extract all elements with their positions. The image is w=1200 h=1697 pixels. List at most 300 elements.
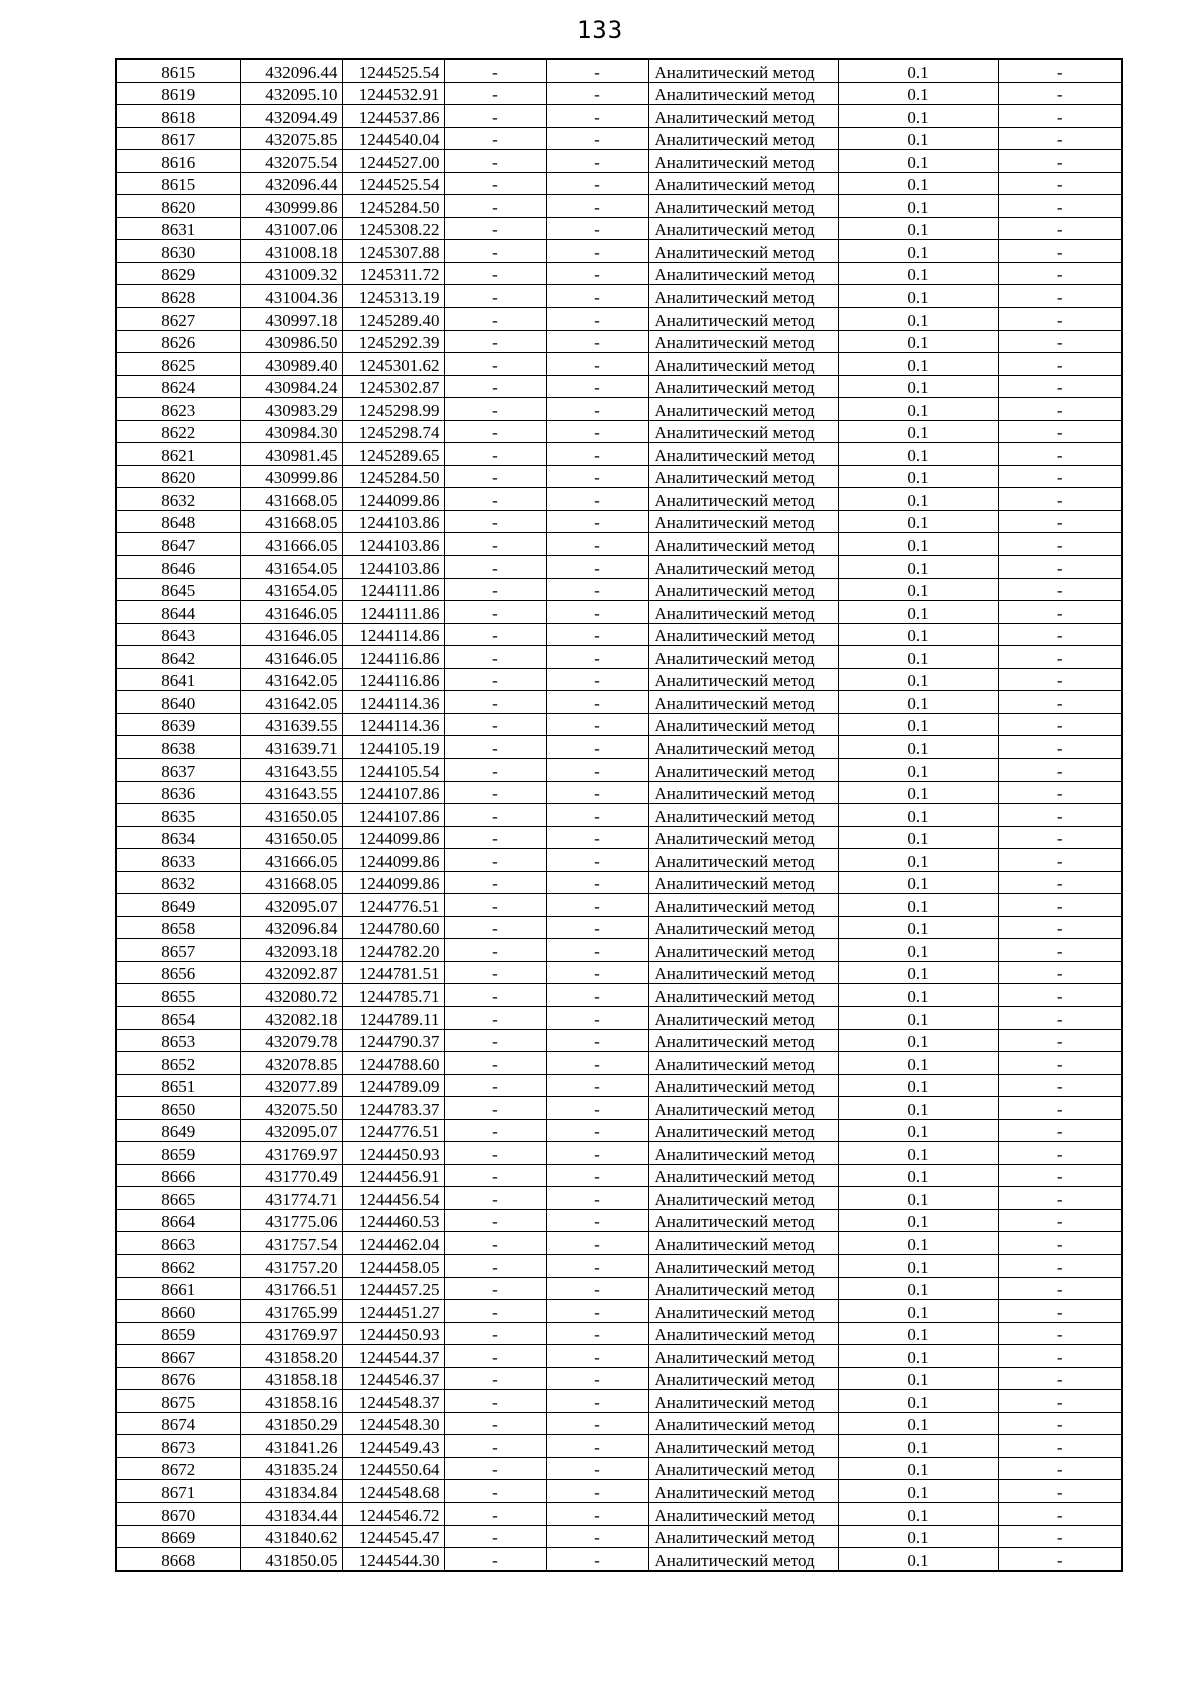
y-coordinate-cell: 1244548.68: [342, 1480, 444, 1503]
y-coordinate-cell: 1245313.19: [342, 285, 444, 308]
x-coordinate-cell: 432095.10: [240, 82, 342, 105]
empty-cell-b: -: [546, 1412, 648, 1435]
method-cell: Аналитический метод: [648, 150, 838, 173]
y-coordinate-cell: 1244549.43: [342, 1435, 444, 1458]
empty-cell-b: -: [546, 1187, 648, 1210]
table-row: [116, 826, 1122, 849]
table-row: [116, 240, 1122, 263]
point-number-cell: 8631: [116, 217, 240, 240]
accuracy-cell: 0.1: [838, 1300, 998, 1323]
empty-cell-c: -: [998, 465, 1122, 488]
empty-cell-a: -: [444, 172, 546, 195]
table-row: [116, 691, 1122, 714]
empty-cell-b: -: [546, 465, 648, 488]
table-row: [116, 195, 1122, 218]
accuracy-cell: 0.1: [838, 262, 998, 285]
accuracy-cell: 0.1: [838, 1119, 998, 1142]
method-cell: Аналитический метод: [648, 939, 838, 962]
empty-cell-a: -: [444, 713, 546, 736]
x-coordinate-cell: 431646.05: [240, 601, 342, 624]
empty-cell-a: -: [444, 488, 546, 511]
empty-cell-b: -: [546, 1254, 648, 1277]
empty-cell-a: -: [444, 1322, 546, 1345]
y-coordinate-cell: 1244103.86: [342, 510, 444, 533]
empty-cell-b: -: [546, 1074, 648, 1097]
accuracy-cell: 0.1: [838, 533, 998, 556]
empty-cell-a: -: [444, 826, 546, 849]
method-cell: Аналитический метод: [648, 826, 838, 849]
accuracy-cell: 0.1: [838, 758, 998, 781]
x-coordinate-cell: 431009.32: [240, 262, 342, 285]
point-number-cell: 8629: [116, 262, 240, 285]
point-number-cell: 8665: [116, 1187, 240, 1210]
empty-cell-a: -: [444, 849, 546, 872]
empty-cell-b: -: [546, 668, 648, 691]
table-row: [116, 871, 1122, 894]
empty-cell-c: -: [998, 195, 1122, 218]
point-number-cell: 8623: [116, 398, 240, 421]
empty-cell-c: -: [998, 601, 1122, 624]
table-row: [116, 623, 1122, 646]
empty-cell-a: -: [444, 1503, 546, 1526]
table-row: [116, 1006, 1122, 1029]
accuracy-cell: 0.1: [838, 1209, 998, 1232]
point-number-cell: 8615: [116, 172, 240, 195]
x-coordinate-cell: 431666.05: [240, 849, 342, 872]
method-cell: Аналитический метод: [648, 1367, 838, 1390]
empty-cell-b: -: [546, 1390, 648, 1413]
empty-cell-a: -: [444, 1187, 546, 1210]
accuracy-cell: 0.1: [838, 1187, 998, 1210]
table-row: [116, 375, 1122, 398]
accuracy-cell: 0.1: [838, 127, 998, 150]
point-number-cell: 8620: [116, 195, 240, 218]
empty-cell-b: -: [546, 262, 648, 285]
x-coordinate-cell: 431639.71: [240, 736, 342, 759]
accuracy-cell: 0.1: [838, 804, 998, 827]
table-row: [116, 1029, 1122, 1052]
empty-cell-c: -: [998, 443, 1122, 466]
table-row: [116, 1052, 1122, 1075]
accuracy-cell: 0.1: [838, 330, 998, 353]
method-cell: Аналитический метод: [648, 1480, 838, 1503]
x-coordinate-cell: 431834.84: [240, 1480, 342, 1503]
y-coordinate-cell: 1244111.86: [342, 601, 444, 624]
table-row: [116, 308, 1122, 331]
point-number-cell: 8670: [116, 1503, 240, 1526]
empty-cell-c: -: [998, 1503, 1122, 1526]
accuracy-cell: 0.1: [838, 1254, 998, 1277]
empty-cell-b: -: [546, 691, 648, 714]
table-row: [116, 127, 1122, 150]
point-number-cell: 8651: [116, 1074, 240, 1097]
y-coordinate-cell: 1244105.19: [342, 736, 444, 759]
table-row: [116, 894, 1122, 917]
empty-cell-b: -: [546, 1457, 648, 1480]
x-coordinate-cell: 431765.99: [240, 1300, 342, 1323]
method-cell: Аналитический метод: [648, 894, 838, 917]
accuracy-cell: 0.1: [838, 1277, 998, 1300]
empty-cell-b: -: [546, 150, 648, 173]
accuracy-cell: 0.1: [838, 1503, 998, 1526]
empty-cell-a: -: [444, 420, 546, 443]
x-coordinate-cell: 432079.78: [240, 1029, 342, 1052]
point-number-cell: 8674: [116, 1412, 240, 1435]
empty-cell-a: -: [444, 623, 546, 646]
empty-cell-b: -: [546, 1435, 648, 1458]
empty-cell-b: -: [546, 1052, 648, 1075]
method-cell: Аналитический метод: [648, 488, 838, 511]
x-coordinate-cell: 432075.85: [240, 127, 342, 150]
method-cell: Аналитический метод: [648, 1142, 838, 1165]
empty-cell-c: -: [998, 375, 1122, 398]
empty-cell-a: -: [444, 668, 546, 691]
x-coordinate-cell: 430986.50: [240, 330, 342, 353]
table-body: [116, 59, 1122, 1571]
empty-cell-a: -: [444, 1548, 546, 1571]
method-cell: Аналитический метод: [648, 82, 838, 105]
empty-cell-b: -: [546, 172, 648, 195]
x-coordinate-cell: 430983.29: [240, 398, 342, 421]
x-coordinate-cell: 432096.44: [240, 59, 342, 82]
empty-cell-c: -: [998, 1029, 1122, 1052]
table-row: [116, 1322, 1122, 1345]
empty-cell-b: -: [546, 105, 648, 128]
method-cell: Аналитический метод: [648, 1390, 838, 1413]
empty-cell-c: -: [998, 1390, 1122, 1413]
empty-cell-b: -: [546, 1548, 648, 1571]
x-coordinate-cell: 431840.62: [240, 1525, 342, 1548]
table-row: [116, 285, 1122, 308]
empty-cell-c: -: [998, 285, 1122, 308]
y-coordinate-cell: 1244544.30: [342, 1548, 444, 1571]
accuracy-cell: 0.1: [838, 150, 998, 173]
accuracy-cell: 0.1: [838, 105, 998, 128]
x-coordinate-cell: 431841.26: [240, 1435, 342, 1458]
method-cell: Аналитический метод: [648, 127, 838, 150]
empty-cell-a: -: [444, 894, 546, 917]
table-row: [116, 556, 1122, 579]
empty-cell-a: -: [444, 1525, 546, 1548]
empty-cell-a: -: [444, 1345, 546, 1368]
empty-cell-b: -: [546, 1029, 648, 1052]
table-row: [116, 916, 1122, 939]
accuracy-cell: 0.1: [838, 1435, 998, 1458]
x-coordinate-cell: 431766.51: [240, 1277, 342, 1300]
empty-cell-b: -: [546, 758, 648, 781]
empty-cell-c: -: [998, 916, 1122, 939]
empty-cell-c: -: [998, 713, 1122, 736]
table-row: [116, 1209, 1122, 1232]
table-row: [116, 1164, 1122, 1187]
y-coordinate-cell: 1244790.37: [342, 1029, 444, 1052]
accuracy-cell: 0.1: [838, 736, 998, 759]
empty-cell-c: -: [998, 1548, 1122, 1571]
empty-cell-c: -: [998, 1525, 1122, 1548]
empty-cell-b: -: [546, 736, 648, 759]
empty-cell-a: -: [444, 804, 546, 827]
y-coordinate-cell: 1244099.86: [342, 871, 444, 894]
empty-cell-a: -: [444, 240, 546, 263]
point-number-cell: 8615: [116, 59, 240, 82]
y-coordinate-cell: 1244116.86: [342, 646, 444, 669]
accuracy-cell: 0.1: [838, 1480, 998, 1503]
empty-cell-c: -: [998, 533, 1122, 556]
y-coordinate-cell: 1244540.04: [342, 127, 444, 150]
empty-cell-c: -: [998, 150, 1122, 173]
point-number-cell: 8632: [116, 488, 240, 511]
empty-cell-c: -: [998, 59, 1122, 82]
point-number-cell: 8639: [116, 713, 240, 736]
y-coordinate-cell: 1244781.51: [342, 961, 444, 984]
x-coordinate-cell: 431858.20: [240, 1345, 342, 1368]
x-coordinate-cell: 431668.05: [240, 488, 342, 511]
table-row: [116, 398, 1122, 421]
empty-cell-c: -: [998, 240, 1122, 263]
empty-cell-a: -: [444, 195, 546, 218]
x-coordinate-cell: 431668.05: [240, 510, 342, 533]
method-cell: Аналитический метод: [648, 195, 838, 218]
point-number-cell: 8661: [116, 1277, 240, 1300]
table-row: [116, 1367, 1122, 1390]
table-row: [116, 939, 1122, 962]
table-row: [116, 736, 1122, 759]
empty-cell-b: -: [546, 1345, 648, 1368]
empty-cell-c: -: [998, 1367, 1122, 1390]
method-cell: Аналитический метод: [648, 1006, 838, 1029]
table-row: [116, 1074, 1122, 1097]
empty-cell-a: -: [444, 1142, 546, 1165]
y-coordinate-cell: 1244457.25: [342, 1277, 444, 1300]
y-coordinate-cell: 1244782.20: [342, 939, 444, 962]
method-cell: Аналитический метод: [648, 623, 838, 646]
method-cell: Аналитический метод: [648, 1187, 838, 1210]
accuracy-cell: 0.1: [838, 916, 998, 939]
table-row: [116, 510, 1122, 533]
x-coordinate-cell: 432078.85: [240, 1052, 342, 1075]
empty-cell-b: -: [546, 1142, 648, 1165]
method-cell: Аналитический метод: [648, 240, 838, 263]
empty-cell-c: -: [998, 330, 1122, 353]
accuracy-cell: 0.1: [838, 285, 998, 308]
empty-cell-b: -: [546, 713, 648, 736]
y-coordinate-cell: 1244532.91: [342, 82, 444, 105]
point-number-cell: 8618: [116, 105, 240, 128]
x-coordinate-cell: 430981.45: [240, 443, 342, 466]
point-number-cell: 8616: [116, 150, 240, 173]
table-row: [116, 668, 1122, 691]
empty-cell-a: -: [444, 1052, 546, 1075]
y-coordinate-cell: 1244550.64: [342, 1457, 444, 1480]
y-coordinate-cell: 1245301.62: [342, 353, 444, 376]
point-number-cell: 8635: [116, 804, 240, 827]
accuracy-cell: 0.1: [838, 1390, 998, 1413]
method-cell: Аналитический метод: [648, 1277, 838, 1300]
table-row: [116, 1412, 1122, 1435]
empty-cell-c: -: [998, 1006, 1122, 1029]
accuracy-cell: 0.1: [838, 623, 998, 646]
empty-cell-b: -: [546, 1480, 648, 1503]
empty-cell-c: -: [998, 1345, 1122, 1368]
method-cell: Аналитический метод: [648, 285, 838, 308]
method-cell: Аналитический метод: [648, 172, 838, 195]
table-row: [116, 1232, 1122, 1255]
point-number-cell: 8640: [116, 691, 240, 714]
empty-cell-c: -: [998, 826, 1122, 849]
empty-cell-b: -: [546, 510, 648, 533]
empty-cell-b: -: [546, 1006, 648, 1029]
method-cell: Аналитический метод: [648, 758, 838, 781]
x-coordinate-cell: 431642.05: [240, 668, 342, 691]
table-row: [116, 217, 1122, 240]
y-coordinate-cell: 1244114.86: [342, 623, 444, 646]
method-cell: Аналитический метод: [648, 1119, 838, 1142]
point-number-cell: 8627: [116, 308, 240, 331]
method-cell: Аналитический метод: [648, 420, 838, 443]
method-cell: Аналитический метод: [648, 1525, 838, 1548]
y-coordinate-cell: 1245308.22: [342, 217, 444, 240]
empty-cell-a: -: [444, 871, 546, 894]
empty-cell-b: -: [546, 285, 648, 308]
y-coordinate-cell: 1244548.30: [342, 1412, 444, 1435]
table-row: [116, 781, 1122, 804]
x-coordinate-cell: 431643.55: [240, 781, 342, 804]
empty-cell-b: -: [546, 127, 648, 150]
accuracy-cell: 0.1: [838, 713, 998, 736]
accuracy-cell: 0.1: [838, 1345, 998, 1368]
point-number-cell: 8632: [116, 871, 240, 894]
table-row: [116, 1390, 1122, 1413]
x-coordinate-cell: 431643.55: [240, 758, 342, 781]
empty-cell-c: -: [998, 1074, 1122, 1097]
empty-cell-c: -: [998, 172, 1122, 195]
x-coordinate-cell: 431769.97: [240, 1322, 342, 1345]
table-row: [116, 849, 1122, 872]
accuracy-cell: 0.1: [838, 1006, 998, 1029]
empty-cell-c: -: [998, 804, 1122, 827]
table-row: [116, 1548, 1122, 1571]
y-coordinate-cell: 1244105.54: [342, 758, 444, 781]
table-row: [116, 1277, 1122, 1300]
x-coordinate-cell: 432080.72: [240, 984, 342, 1007]
empty-cell-b: -: [546, 623, 648, 646]
table-row: [116, 1300, 1122, 1323]
empty-cell-b: -: [546, 984, 648, 1007]
empty-cell-b: -: [546, 1367, 648, 1390]
point-number-cell: 8617: [116, 127, 240, 150]
table-row: [116, 465, 1122, 488]
point-number-cell: 8666: [116, 1164, 240, 1187]
accuracy-cell: 0.1: [838, 578, 998, 601]
empty-cell-a: -: [444, 939, 546, 962]
table-row: [116, 330, 1122, 353]
accuracy-cell: 0.1: [838, 1142, 998, 1165]
empty-cell-b: -: [546, 308, 648, 331]
y-coordinate-cell: 1244546.72: [342, 1503, 444, 1526]
y-coordinate-cell: 1245289.65: [342, 443, 444, 466]
method-cell: Аналитический метод: [648, 330, 838, 353]
point-number-cell: 8621: [116, 443, 240, 466]
accuracy-cell: 0.1: [838, 601, 998, 624]
point-number-cell: 8649: [116, 894, 240, 917]
empty-cell-b: -: [546, 1209, 648, 1232]
empty-cell-c: -: [998, 1412, 1122, 1435]
x-coordinate-cell: 430984.30: [240, 420, 342, 443]
y-coordinate-cell: 1244789.11: [342, 1006, 444, 1029]
accuracy-cell: 0.1: [838, 1232, 998, 1255]
table-row: [116, 172, 1122, 195]
point-number-cell: 8625: [116, 353, 240, 376]
empty-cell-c: -: [998, 420, 1122, 443]
empty-cell-c: -: [998, 262, 1122, 285]
empty-cell-b: -: [546, 781, 648, 804]
y-coordinate-cell: 1244460.53: [342, 1209, 444, 1232]
table-row: [116, 443, 1122, 466]
method-cell: Аналитический метод: [648, 646, 838, 669]
table-row: [116, 1142, 1122, 1165]
point-number-cell: 8622: [116, 420, 240, 443]
table-row: [116, 1187, 1122, 1210]
empty-cell-c: -: [998, 398, 1122, 421]
table-row: [116, 1525, 1122, 1548]
x-coordinate-cell: 431769.97: [240, 1142, 342, 1165]
point-number-cell: 8638: [116, 736, 240, 759]
empty-cell-a: -: [444, 308, 546, 331]
y-coordinate-cell: 1244103.86: [342, 556, 444, 579]
empty-cell-a: -: [444, 1480, 546, 1503]
empty-cell-b: -: [546, 1503, 648, 1526]
point-number-cell: 8660: [116, 1300, 240, 1323]
method-cell: Аналитический метод: [648, 1232, 838, 1255]
empty-cell-c: -: [998, 849, 1122, 872]
accuracy-cell: 0.1: [838, 1548, 998, 1571]
empty-cell-a: -: [444, 533, 546, 556]
empty-cell-b: -: [546, 1300, 648, 1323]
x-coordinate-cell: 431650.05: [240, 804, 342, 827]
empty-cell-b: -: [546, 578, 648, 601]
accuracy-cell: 0.1: [838, 1052, 998, 1075]
x-coordinate-cell: 432096.44: [240, 172, 342, 195]
table-row: [116, 1480, 1122, 1503]
table-row: [116, 1435, 1122, 1458]
accuracy-cell: 0.1: [838, 375, 998, 398]
x-coordinate-cell: 431007.06: [240, 217, 342, 240]
x-coordinate-cell: 431654.05: [240, 578, 342, 601]
table-row: [116, 984, 1122, 1007]
y-coordinate-cell: 1244456.91: [342, 1164, 444, 1187]
table-row: [116, 1503, 1122, 1526]
y-coordinate-cell: 1245311.72: [342, 262, 444, 285]
x-coordinate-cell: 431774.71: [240, 1187, 342, 1210]
empty-cell-a: -: [444, 646, 546, 669]
point-number-cell: 8642: [116, 646, 240, 669]
point-number-cell: 8655: [116, 984, 240, 1007]
empty-cell-a: -: [444, 1119, 546, 1142]
point-number-cell: 8673: [116, 1435, 240, 1458]
accuracy-cell: 0.1: [838, 82, 998, 105]
point-number-cell: 8663: [116, 1232, 240, 1255]
point-number-cell: 8628: [116, 285, 240, 308]
accuracy-cell: 0.1: [838, 420, 998, 443]
empty-cell-b: -: [546, 1232, 648, 1255]
x-coordinate-cell: 432095.07: [240, 894, 342, 917]
point-number-cell: 8619: [116, 82, 240, 105]
point-number-cell: 8664: [116, 1209, 240, 1232]
accuracy-cell: 0.1: [838, 1367, 998, 1390]
empty-cell-a: -: [444, 443, 546, 466]
point-number-cell: 8668: [116, 1548, 240, 1571]
table-row: [116, 646, 1122, 669]
